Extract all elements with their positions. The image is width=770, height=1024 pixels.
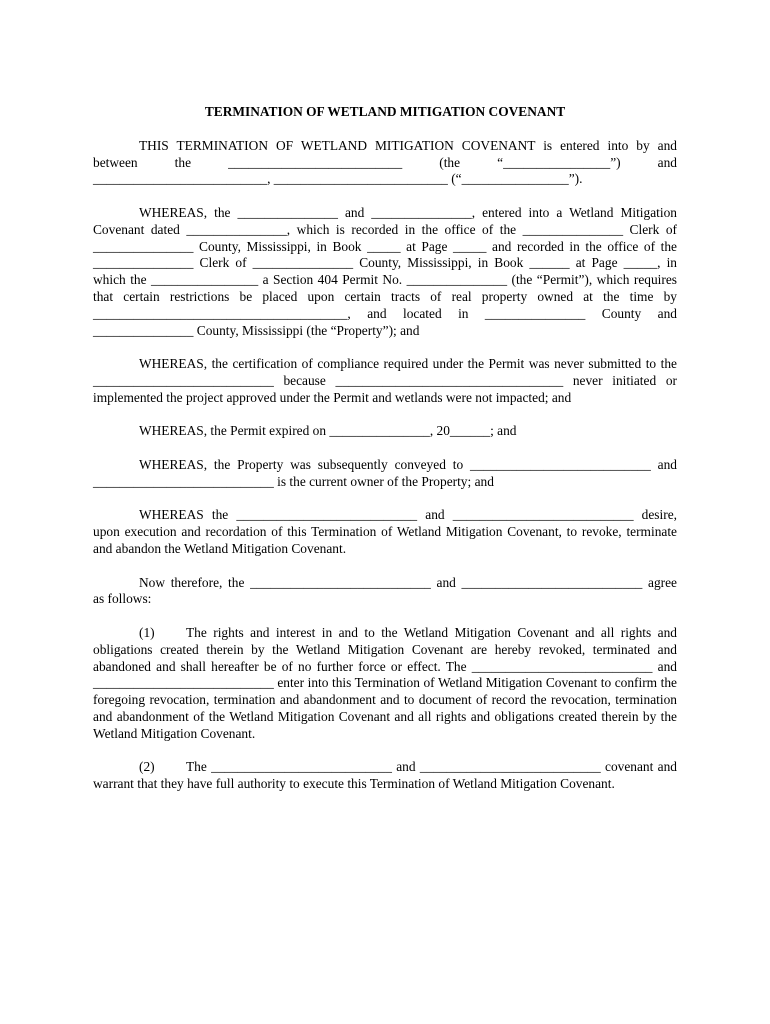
paragraph-number: (1) [139,624,155,640]
paragraph-whereas-expired [93,423,677,440]
paragraph-text: WHEREAS the ___________________________ and ___________________________ desire, upon execution and recordation of this Termination of Wetland Mitigation Covenant, to revoke, terminate and abandon the Wetland Mitigation Covenant. [93,507,677,556]
paragraph-text: Now therefore, the ___________________________ and ___________________________ agree as follows: [93,574,677,607]
paragraph-whereas-certification [93,356,677,406]
paragraph-text: The rights and interest in and to the Wetland Mitigation Covenant and all rights and obligations created therein by the Wetland Mitigation Covenant are hereby revoked, terminated and abandoned and shall hereafter be of no further force or effect. The ___________________________ and ___________________________ enter into this Termination of Wetland Mitigation Covenant to confirm the foregoing revocation, termination and abandonment and to document of record the revocation, termination and abandonment of the Wetland Mitigation Covenant and all rights and obligations created therein by the Wetland Mitigation Covenant. [93,624,677,741]
paragraph-number: (2) [139,759,155,775]
numbered-paragraph-2 [93,759,677,793]
paragraph-text: WHEREAS, the Permit expired on _______________, 20______; and [139,423,517,439]
paragraph-whereas-conveyed [93,457,677,491]
paragraph-text: THIS TERMINATION OF WETLAND MITIGATION COVENANT is entered into by and between the __________________________ (the “________________”) and __________________________, __________________________ (“________________”). [93,137,677,187]
paragraph-text: WHEREAS, the Property was subsequently conveyed to ___________________________ and ___________________________ is the current owner of the Property; and [93,456,677,489]
document-title: TERMINATION OF WETLAND MITIGATION COVENANT [204,104,566,119]
document-page [93,104,677,810]
paragraph-text: The ___________________________ and ___________________________ covenant and warrant that they have full authority to execute this Termination of Wetland Mitigation Covenant. [93,759,677,792]
numbered-paragraph-1 [93,625,677,743]
paragraph-text: WHEREAS, the certification of compliance required under the Permit was never submitted to the ___________________________ because __________________________________ never initiated or implemented the project approved under the Permit and wetlands were not impacted; and [93,356,677,405]
paragraph-text: WHEREAS, the _______________ and _______________, entered into a Wetland Mitigation Covenant dated _______________, which is recorded in the office of the _______________ Clerk of _______________ County, Mississippi, in Book _____ at Page _____ and recorded in the office of the _______________ Clerk of _______________ County, Mississippi, in Book ______ at Page _____, in which the ________________ a Section 404 Permit No. _______________ (the “Permit”), which requires that certain restrictions be placed upon certain tracts of real property owned at the time by ______________________________________, and located in _______________ County and _______________ County, Mississippi (the “Property”); and [93,204,677,338]
paragraph-now-therefore [93,575,677,609]
paragraph-parties [93,138,677,188]
paragraph-whereas-desire [93,507,677,557]
paragraph-whereas-covenant [93,205,677,339]
